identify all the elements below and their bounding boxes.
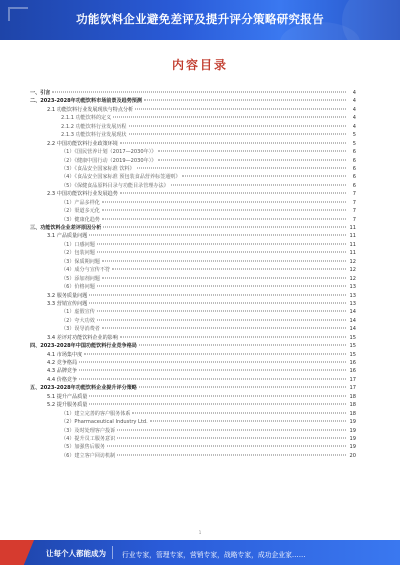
toc-entry-page: 13 [349, 284, 356, 291]
toc-leader-dots [97, 286, 346, 287]
toc-entry[interactable] [30, 351, 356, 359]
toc-entry-page: 4 [352, 98, 356, 105]
toc-entry-page: 7 [352, 216, 356, 223]
toc-entry[interactable] [30, 199, 356, 207]
toc-entry-label: 三、功能饮料企业差评原因分析 [30, 225, 102, 231]
toc-entry[interactable] [30, 334, 356, 342]
toc-entry-label: 2.2 中国功能饮料行业政策环境 [47, 140, 118, 147]
report-title: 功能饮料企业避免差评及提升评分策略研究报告 [76, 12, 324, 26]
toc-leader-dots [79, 362, 346, 363]
toc-entry-label: （1）建立完善的客户服务体系 [61, 410, 131, 417]
toc-entry[interactable] [30, 300, 356, 308]
toc-entry[interactable] [30, 384, 356, 392]
toc-leader-dots [89, 302, 346, 303]
toc-entry[interactable] [30, 418, 356, 426]
footer-slogan-right: 行业专家，管理专家，营销专家，战略专家，成功企业家…… [122, 550, 306, 559]
toc-entry-label: （3）健康化趋势 [61, 216, 100, 223]
toc-entry-label: 3.3 营销宣传问题 [47, 300, 88, 307]
toc-leader-dots [158, 159, 346, 160]
toc-leader-dots [97, 319, 346, 320]
toc-entry-label: （4）《食品安全国家标准 预包装食品营养标签通则》 [61, 174, 181, 181]
toc-entry-label: （1）口感问题 [61, 241, 95, 248]
toc-entry-page: 11 [349, 233, 356, 240]
toc-entry-page: 6 [352, 174, 356, 181]
footer-divider [112, 546, 113, 559]
toc-leader-dots [102, 277, 346, 278]
toc-entry-label: （6）价格问题 [61, 284, 95, 291]
toc-entry[interactable] [30, 393, 356, 401]
toc-entry[interactable] [30, 157, 356, 165]
toc-leader-dots [97, 311, 346, 312]
toc-entry[interactable] [30, 89, 356, 97]
toc-entry[interactable] [30, 283, 356, 291]
toc-entry-label: 一、引言 [30, 90, 51, 96]
toc-entry-label: 2.3 中国功能饮料行业发展趋势 [47, 191, 118, 198]
toc-entry-page: 18 [349, 402, 356, 409]
toc-entry-label: （4）提升员工服务意识 [61, 435, 116, 442]
toc-leader-dots [135, 108, 346, 109]
toc-entry-page: 6 [352, 182, 356, 189]
toc-entry[interactable] [30, 131, 356, 139]
toc-leader-dots [89, 395, 346, 396]
header-banner [0, 0, 400, 40]
toc-entry-page: 16 [349, 368, 356, 375]
toc-entry[interactable] [30, 452, 356, 460]
toc-leader-dots [139, 387, 346, 388]
toc-leader-dots [129, 125, 346, 126]
toc-entry-page: 19 [349, 427, 356, 434]
toc-entry[interactable] [30, 443, 356, 451]
toc-entry[interactable] [30, 435, 356, 443]
toc-entry-label: 五、2023-2028年功能饮料企业提升评分策略 [30, 385, 137, 392]
toc-leader-dots [158, 151, 346, 152]
toc-entry[interactable] [30, 207, 356, 215]
toc-leader-dots [113, 117, 346, 118]
toc-entry[interactable] [30, 165, 356, 173]
toc-entry-page: 15 [349, 343, 356, 350]
toc-entry[interactable] [30, 232, 356, 240]
footer-slogan-left: 让每个人都能成为 [46, 549, 106, 558]
toc-entry-page: 13 [349, 292, 356, 299]
toc-entry-label: （5）《保健食品原料目录与功能目录管理办法》 [61, 182, 169, 189]
toc-entry-page: 4 [352, 90, 356, 96]
toc-entry[interactable] [30, 148, 356, 156]
toc-entry-label: 4.1 市场集中度 [47, 351, 83, 358]
toc-leader-dots [103, 227, 346, 228]
toc-entry-page: 6 [352, 149, 356, 156]
toc-entry-label: （3）保质期问题 [61, 258, 100, 265]
toc-leader-dots [120, 193, 346, 194]
toc-entry[interactable] [30, 182, 356, 190]
toc-entry-label: 3.1 产品质量问题 [47, 233, 88, 240]
toc-entry-label: 2.1.3 功能饮料行业发展现状 [61, 132, 127, 139]
toc-leader-dots [84, 353, 346, 354]
toc-entry-label: （3）误导消费者 [61, 326, 100, 333]
toc-entry-page: 16 [349, 360, 356, 366]
toc-entry-label: （3）及时处理客户投诉 [61, 427, 116, 434]
toc-entry[interactable] [30, 97, 356, 105]
toc-entry[interactable] [30, 266, 356, 274]
toc-entry[interactable] [30, 106, 356, 114]
toc-entry-label: 2.1.1 功能饮料的定义 [61, 115, 112, 122]
toc-entry[interactable] [30, 308, 356, 316]
toc-leader-dots [102, 210, 346, 211]
toc-leader-dots [107, 446, 346, 447]
toc-entry-page: 11 [349, 241, 356, 248]
toc-entry-label: （3）《食品安全国家标准 饮料》 [61, 165, 135, 172]
toc-entry-page: 18 [349, 410, 356, 417]
toc-leader-dots [144, 100, 346, 101]
toc-leader-dots [139, 345, 346, 346]
toc-entry-label: （5）添加剂问题 [61, 275, 100, 282]
toc-entry[interactable] [30, 241, 356, 249]
toc-leader-dots [112, 269, 346, 270]
toc-entry-page: 17 [349, 385, 356, 392]
toc-leader-dots [102, 218, 346, 219]
toc-heading: 内容目录 [171, 58, 228, 72]
toc-entry-page: 5 [352, 132, 356, 139]
toc-entry[interactable] [30, 173, 356, 181]
toc-entry[interactable] [30, 376, 356, 384]
toc-entry-page: 14 [349, 326, 356, 333]
toc-entry-label: 4.2 竞争格局 [47, 360, 78, 366]
toc-entry-page: 7 [352, 191, 356, 198]
toc-entry-page: 4 [352, 123, 356, 130]
toc-entry-page: 20 [349, 452, 356, 459]
toc-entry-label: （2）《健康中国行动（2019—2030年）》 [61, 157, 157, 164]
toc-leader-dots [117, 429, 346, 430]
toc-leader-dots [117, 454, 346, 455]
toc-entry-page: 7 [352, 199, 356, 206]
toc-entry-page: 17 [349, 376, 356, 383]
toc-entry[interactable] [30, 427, 356, 435]
toc-entry[interactable] [30, 123, 356, 131]
toc-leader-dots [102, 328, 346, 329]
toc-entry[interactable] [30, 140, 356, 148]
toc-leader-dots [182, 176, 346, 177]
toc-leader-dots [102, 260, 346, 261]
toc-entry-page: 18 [349, 393, 356, 400]
toc-entry[interactable] [30, 114, 356, 122]
toc-leader-dots [97, 252, 346, 253]
toc-entry-label: 2.1 功能饮料行业发展现状与特点分析 [47, 106, 134, 113]
toc-entry-page: 19 [349, 435, 356, 442]
toc-entry[interactable] [30, 292, 356, 300]
toc-entry-page: 14 [349, 309, 356, 316]
toc-entry-page: 4 [352, 106, 356, 113]
toc-entry-label: （2）夸大功效 [61, 317, 95, 324]
toc-entry[interactable] [30, 342, 356, 350]
toc-entry-page: 14 [349, 317, 356, 324]
toc-entry[interactable] [30, 275, 356, 283]
toc-entry-page: 19 [349, 444, 356, 451]
toc-entry-page: 15 [349, 334, 356, 341]
toc-entry-page: 12 [349, 267, 356, 274]
toc-leader-dots [102, 201, 346, 202]
toc-leader-dots [132, 412, 346, 413]
toc-entry-label: 4.3 品牌竞争 [47, 368, 78, 375]
toc-entry-label: （2）Pharmaceutical Industry Ltd. [61, 419, 148, 426]
toc-leader-dots [79, 378, 346, 379]
toc-entry-label: （1）产品多样化 [61, 199, 100, 206]
toc-entry[interactable] [30, 190, 356, 198]
toc-entry[interactable] [30, 224, 356, 232]
toc-entry-page: 6 [352, 165, 356, 172]
table-of-contents [30, 89, 356, 460]
toc-entry-page: 15 [349, 351, 356, 358]
toc-entry-page: 4 [352, 115, 356, 122]
toc-leader-dots [97, 243, 346, 244]
toc-entry-page: 13 [349, 300, 356, 307]
toc-entry-page: 7 [352, 208, 356, 215]
footer-banner [0, 540, 400, 565]
toc-entry[interactable] [30, 325, 356, 333]
toc-entry-label: 3.4 差评对功能饮料企业的影响 [47, 334, 118, 341]
toc-entry[interactable] [30, 367, 356, 375]
toc-leader-dots [171, 184, 346, 185]
toc-entry-page: 19 [349, 419, 356, 426]
toc-entry[interactable] [30, 359, 356, 367]
toc-entry-label: （2）包装问题 [61, 250, 95, 257]
toc-entry-page: 12 [349, 275, 356, 282]
toc-entry-label: 3.2 服务质量问题 [47, 292, 88, 299]
toc-entry-label: 2.1.2 功能饮料行业发展历程 [61, 123, 127, 130]
toc-entry-label: 5.2 提升服务质量 [47, 402, 88, 409]
toc-entry[interactable] [30, 317, 356, 325]
toc-leader-dots [117, 437, 346, 438]
toc-leader-dots [52, 92, 346, 93]
toc-entry-label: 四、2023-2028年中国功能饮料行业竞争格局 [30, 343, 137, 350]
toc-entry[interactable] [30, 401, 356, 409]
page-number: 1 [198, 530, 202, 535]
toc-leader-dots [89, 294, 346, 295]
toc-entry[interactable] [30, 216, 356, 224]
toc-entry[interactable] [30, 258, 356, 266]
toc-entry-label: （1）《国民营养计划（2017—2030年）》 [61, 149, 157, 156]
toc-entry-label: 4.4 价格竞争 [47, 376, 78, 383]
toc-entry-page: 5 [352, 140, 356, 147]
toc-entry-label: （5）加强售后服务 [61, 444, 105, 451]
toc-entry-label: （4）成分与宣传不符 [61, 267, 111, 274]
toc-entry-page: 12 [349, 258, 356, 265]
toc-entry-page: 6 [352, 157, 356, 164]
toc-entry-page: 11 [349, 250, 356, 257]
toc-leader-dots [120, 336, 346, 337]
footer-red-accent [0, 540, 34, 565]
toc-leader-dots [150, 421, 346, 422]
toc-entry-label: 二、2023-2028年功能饮料市场前景及趋势预测 [30, 98, 142, 105]
toc-entry-label: 5.1 提升产品质量 [47, 393, 88, 400]
toc-leader-dots [120, 142, 346, 143]
toc-entry-page: 11 [349, 225, 356, 231]
toc-entry-label: （6）建立客户回访机制 [61, 452, 116, 459]
toc-leader-dots [79, 370, 346, 371]
toc-leader-dots [137, 167, 346, 168]
toc-entry[interactable] [30, 410, 356, 418]
toc-entry[interactable] [30, 249, 356, 257]
toc-leader-dots [129, 134, 346, 135]
toc-entry-label: （1）虚假宣传 [61, 309, 95, 316]
toc-leader-dots [89, 235, 346, 236]
toc-entry-label: （2）渠道多元化 [61, 208, 100, 215]
toc-leader-dots [89, 404, 346, 405]
